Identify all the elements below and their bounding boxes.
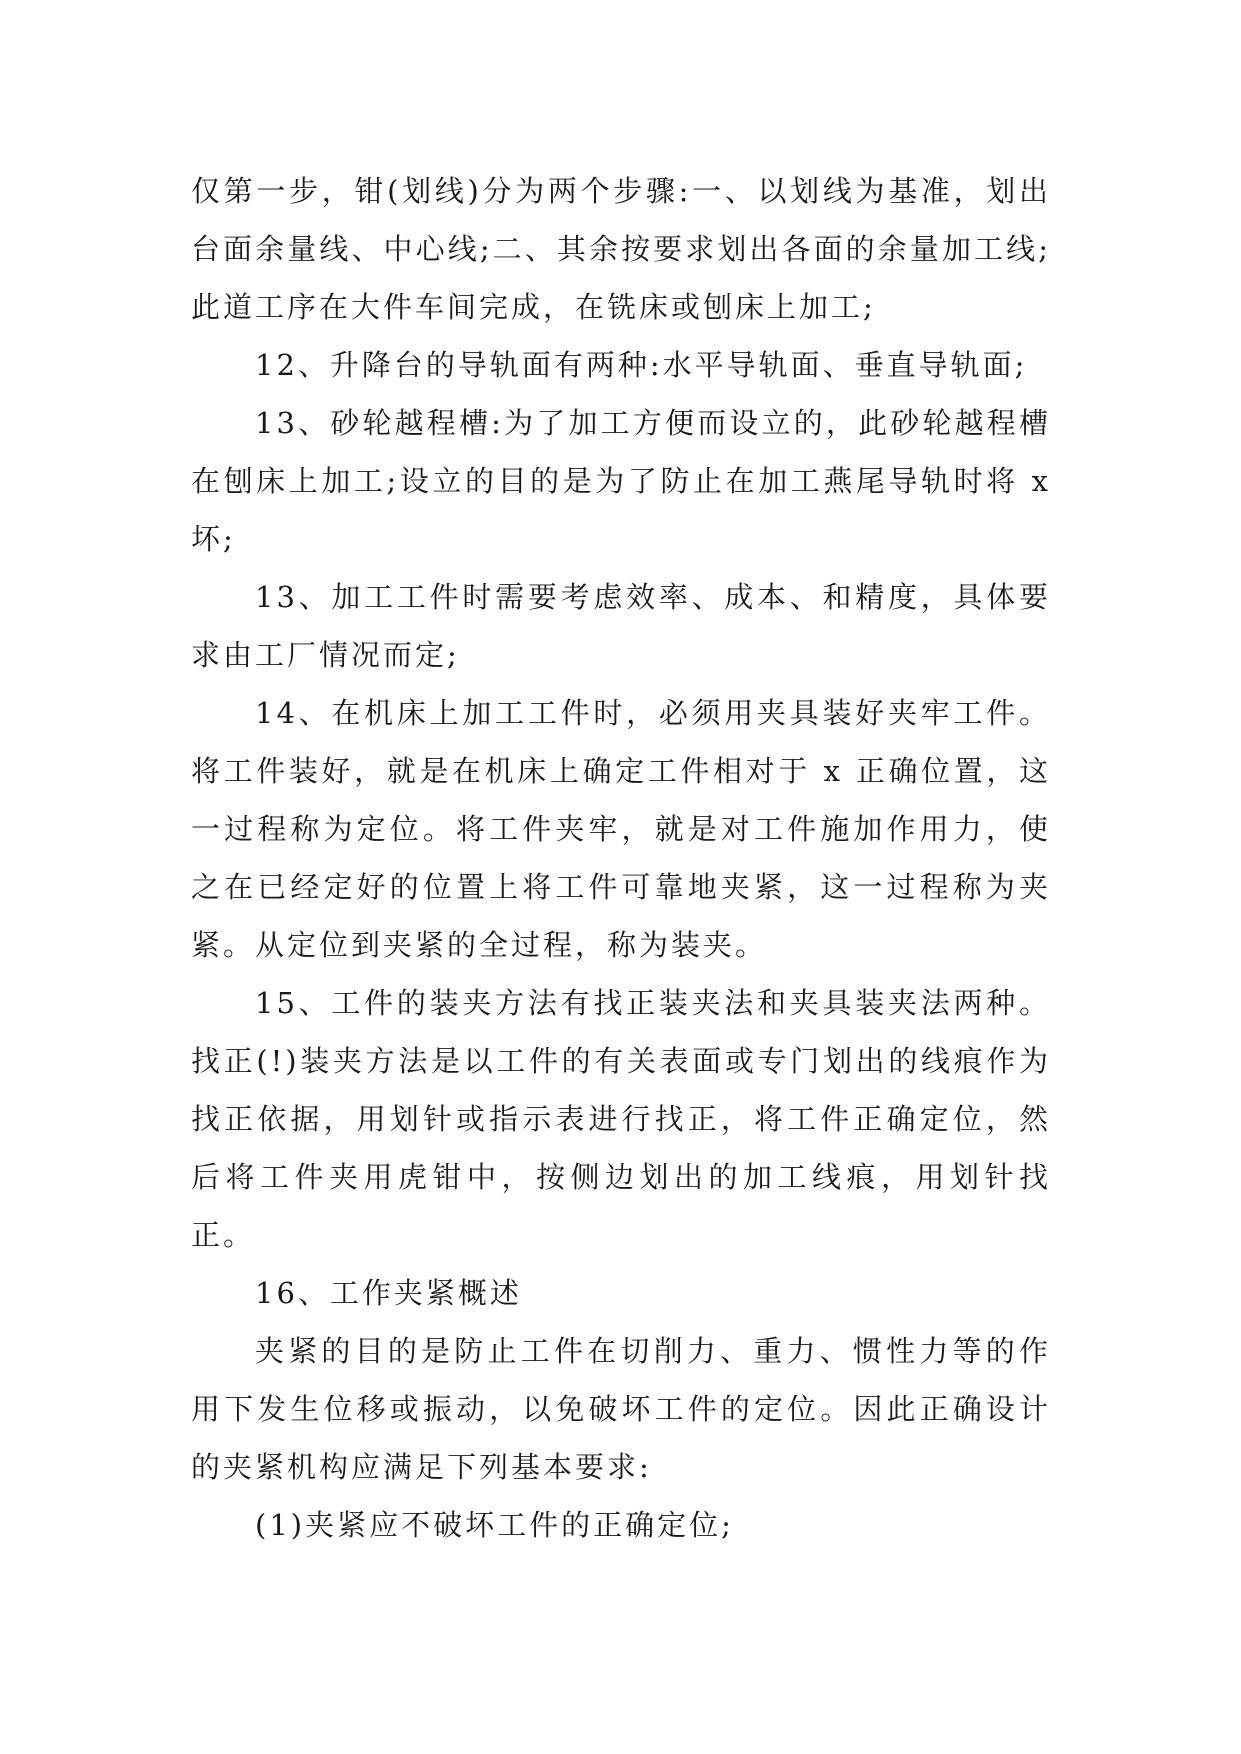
paragraph-item-16-heading: 16、工作夹紧概述 (255, 1276, 522, 1310)
paragraph-item-13-grinding-groove: 13、砂轮越程槽:为了加工方便而设立的，此砂轮越程槽在刨床上加工;设立的目的是为了防止在加工燕尾导轨时将 x 坏; (191, 406, 1051, 556)
paragraph-requirement-1: (1)夹紧应不破坏工件的正确定位; (255, 1508, 734, 1542)
paragraph-item-14: 14、在机床上加工工件时，必须用夹具装好夹牢工件。将工件装好，就是在机床上确定工件相对于 x 正确位置，这一过程称为定位。将工件夹牢，就是对工件施加作用力，使之在已经定好的位置上将工件可靠地夹紧，这一过程称为夹紧。从定位到夹紧的全过程，称为装夹。 (191, 696, 1051, 962)
paragraph-clamping-purpose: 夹紧的目的是防止工件在切削力、重力、惯性力等的作用下发生位移或振动，以免破坏工件的定位。因此正确设计的夹紧机构应满足下列基本要求: (191, 1334, 1051, 1484)
paragraph-item-13-considerations: 13、加工工件时需要考虑效率、成本、和精度，具体要求由工厂情况而定; (191, 580, 1051, 672)
paragraph-step-one: 仅第一步，钳(划线)分为两个步骤:一、以划线为基准，划出台面余量线、中心线;二、其余按要求划出各面的余量加工线;此道工序在大件车间完成，在铣床或刨床上加工; (191, 174, 1051, 324)
paragraph-item-15: 15、工件的装夹方法有找正装夹法和夹具装夹法两种。找正(!)装夹方法是以工件的有关表面或专门划出的线痕作为找正依据，用划针或指示表进行找正，将工件正确定位，然后将工件夹用虎钳中，按侧边划出的加工线痕，用划针找正。 (191, 986, 1051, 1252)
document-body (191, 162, 1051, 1554)
paragraph-item-12: 12、升降台的导轨面有两种:水平导轨面、垂直导轨面; (255, 348, 1028, 382)
